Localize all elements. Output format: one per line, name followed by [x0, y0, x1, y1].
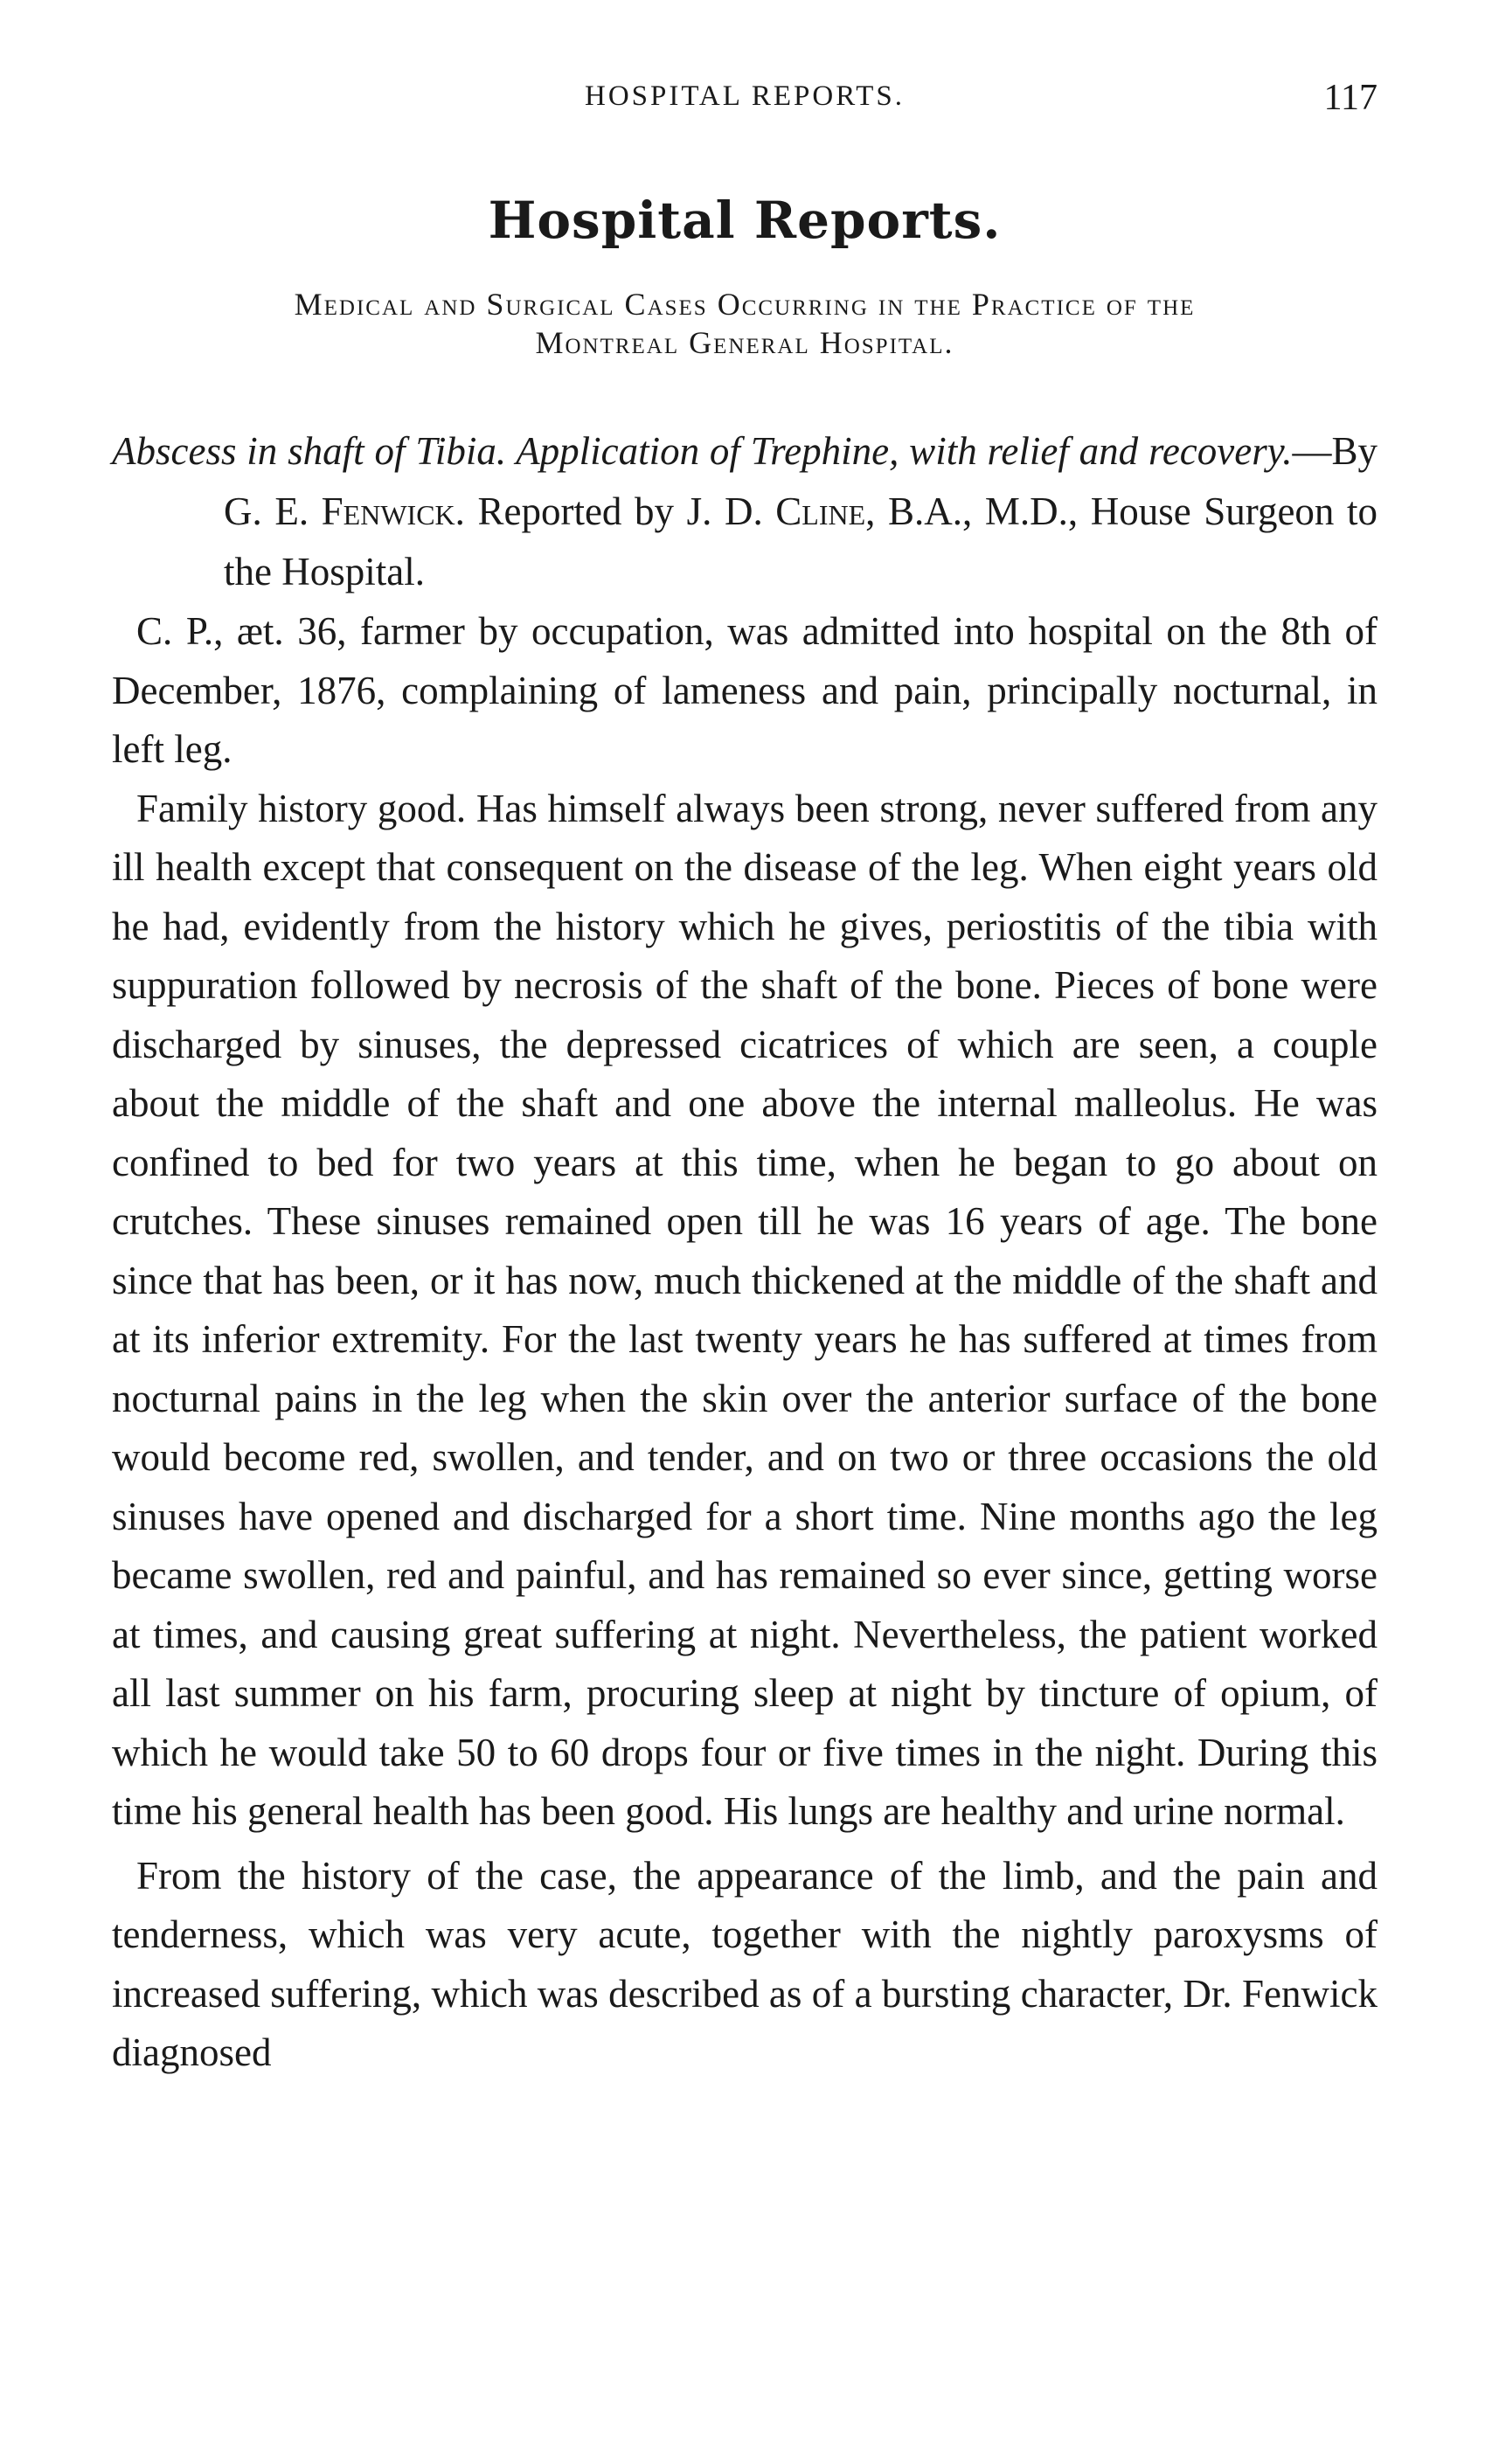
reported-prefix: . Reported by: [455, 489, 687, 533]
case-heading: [112, 421, 1377, 602]
reporter-credentials: , B.A., M.D., House Surgeon to the Hospital.: [224, 489, 1378, 593]
case-reporter: J. D. Cline: [686, 489, 866, 533]
paragraph-1: C. P., æt. 36, farmer by occupation, was admitted into hospital on the 8th of December, 1876, complaining of lameness and pain, principally nocturnal, in left leg.: [112, 609, 1377, 771]
by-prefix: —By: [1292, 429, 1377, 473]
case-author: G. E. Fenwick: [224, 489, 455, 533]
paragraph-3: From the history of the case, the appearance of the limb, and the pain and tenderness, which was very acute, together with the nightly paroxysms of increased suffering, which was described as of a bursting character, Dr. Fenwick diagnosed: [112, 1853, 1377, 2074]
case-title: Abscess in shaft of Tibia. Application of Trephine, with relief and recovery.: [112, 429, 1293, 473]
running-title: HOSPITAL REPORTS.: [584, 80, 906, 112]
document-page: [112, 77, 1377, 2083]
subtitle-line-1: Medical and Surgical Cases Occurring in the Practice of the: [294, 287, 1196, 322]
running-header: [112, 77, 1377, 129]
paragraph-2: Family history good. Has himself always been strong, never suffered from any ill health except that consequent on the disease of the leg. When eight years old he had, evidently from the history which he gives, periostitis of the tibia with suppuration followed by necrosis of the shaft of the bone. Pieces of bone were discharged by sinuses, the depressed cicatrices of which are seen, a couple about the middle of the shaft and one above the internal malleolus. He was confined to bed for two years at this time, when he began to go about on crutches. These sinuses remained open till he was 16 years of age. The bone since that has been, or it has now, much thickened at the middle of the shaft and at its inferior extremity. For the last twenty years he has suffered at times from nocturnal pains in the leg when the skin over the anterior surface of the bone would become red, swollen, and tender, and on two or three occasions the old sinuses have opened and discharged for a short time. Nine months ago the leg became swollen, red and painful, and has remained so ever since, getting worse at times, and causing great suffering at night. Nevertheless, the patient worked all last summer on his farm, procuring sleep at night by tincture of opium, of which he would take 50 to 60 drops four or five times in the night. During this time his general health has been good. His lungs are healthy and urine normal.: [112, 786, 1377, 1833]
page-number: 117: [1323, 78, 1377, 118]
section-title: Hospital Reports.: [488, 191, 1002, 250]
subtitle-line-2: Montreal General Hospital.: [535, 325, 954, 360]
section-subtitle: [112, 285, 1377, 362]
